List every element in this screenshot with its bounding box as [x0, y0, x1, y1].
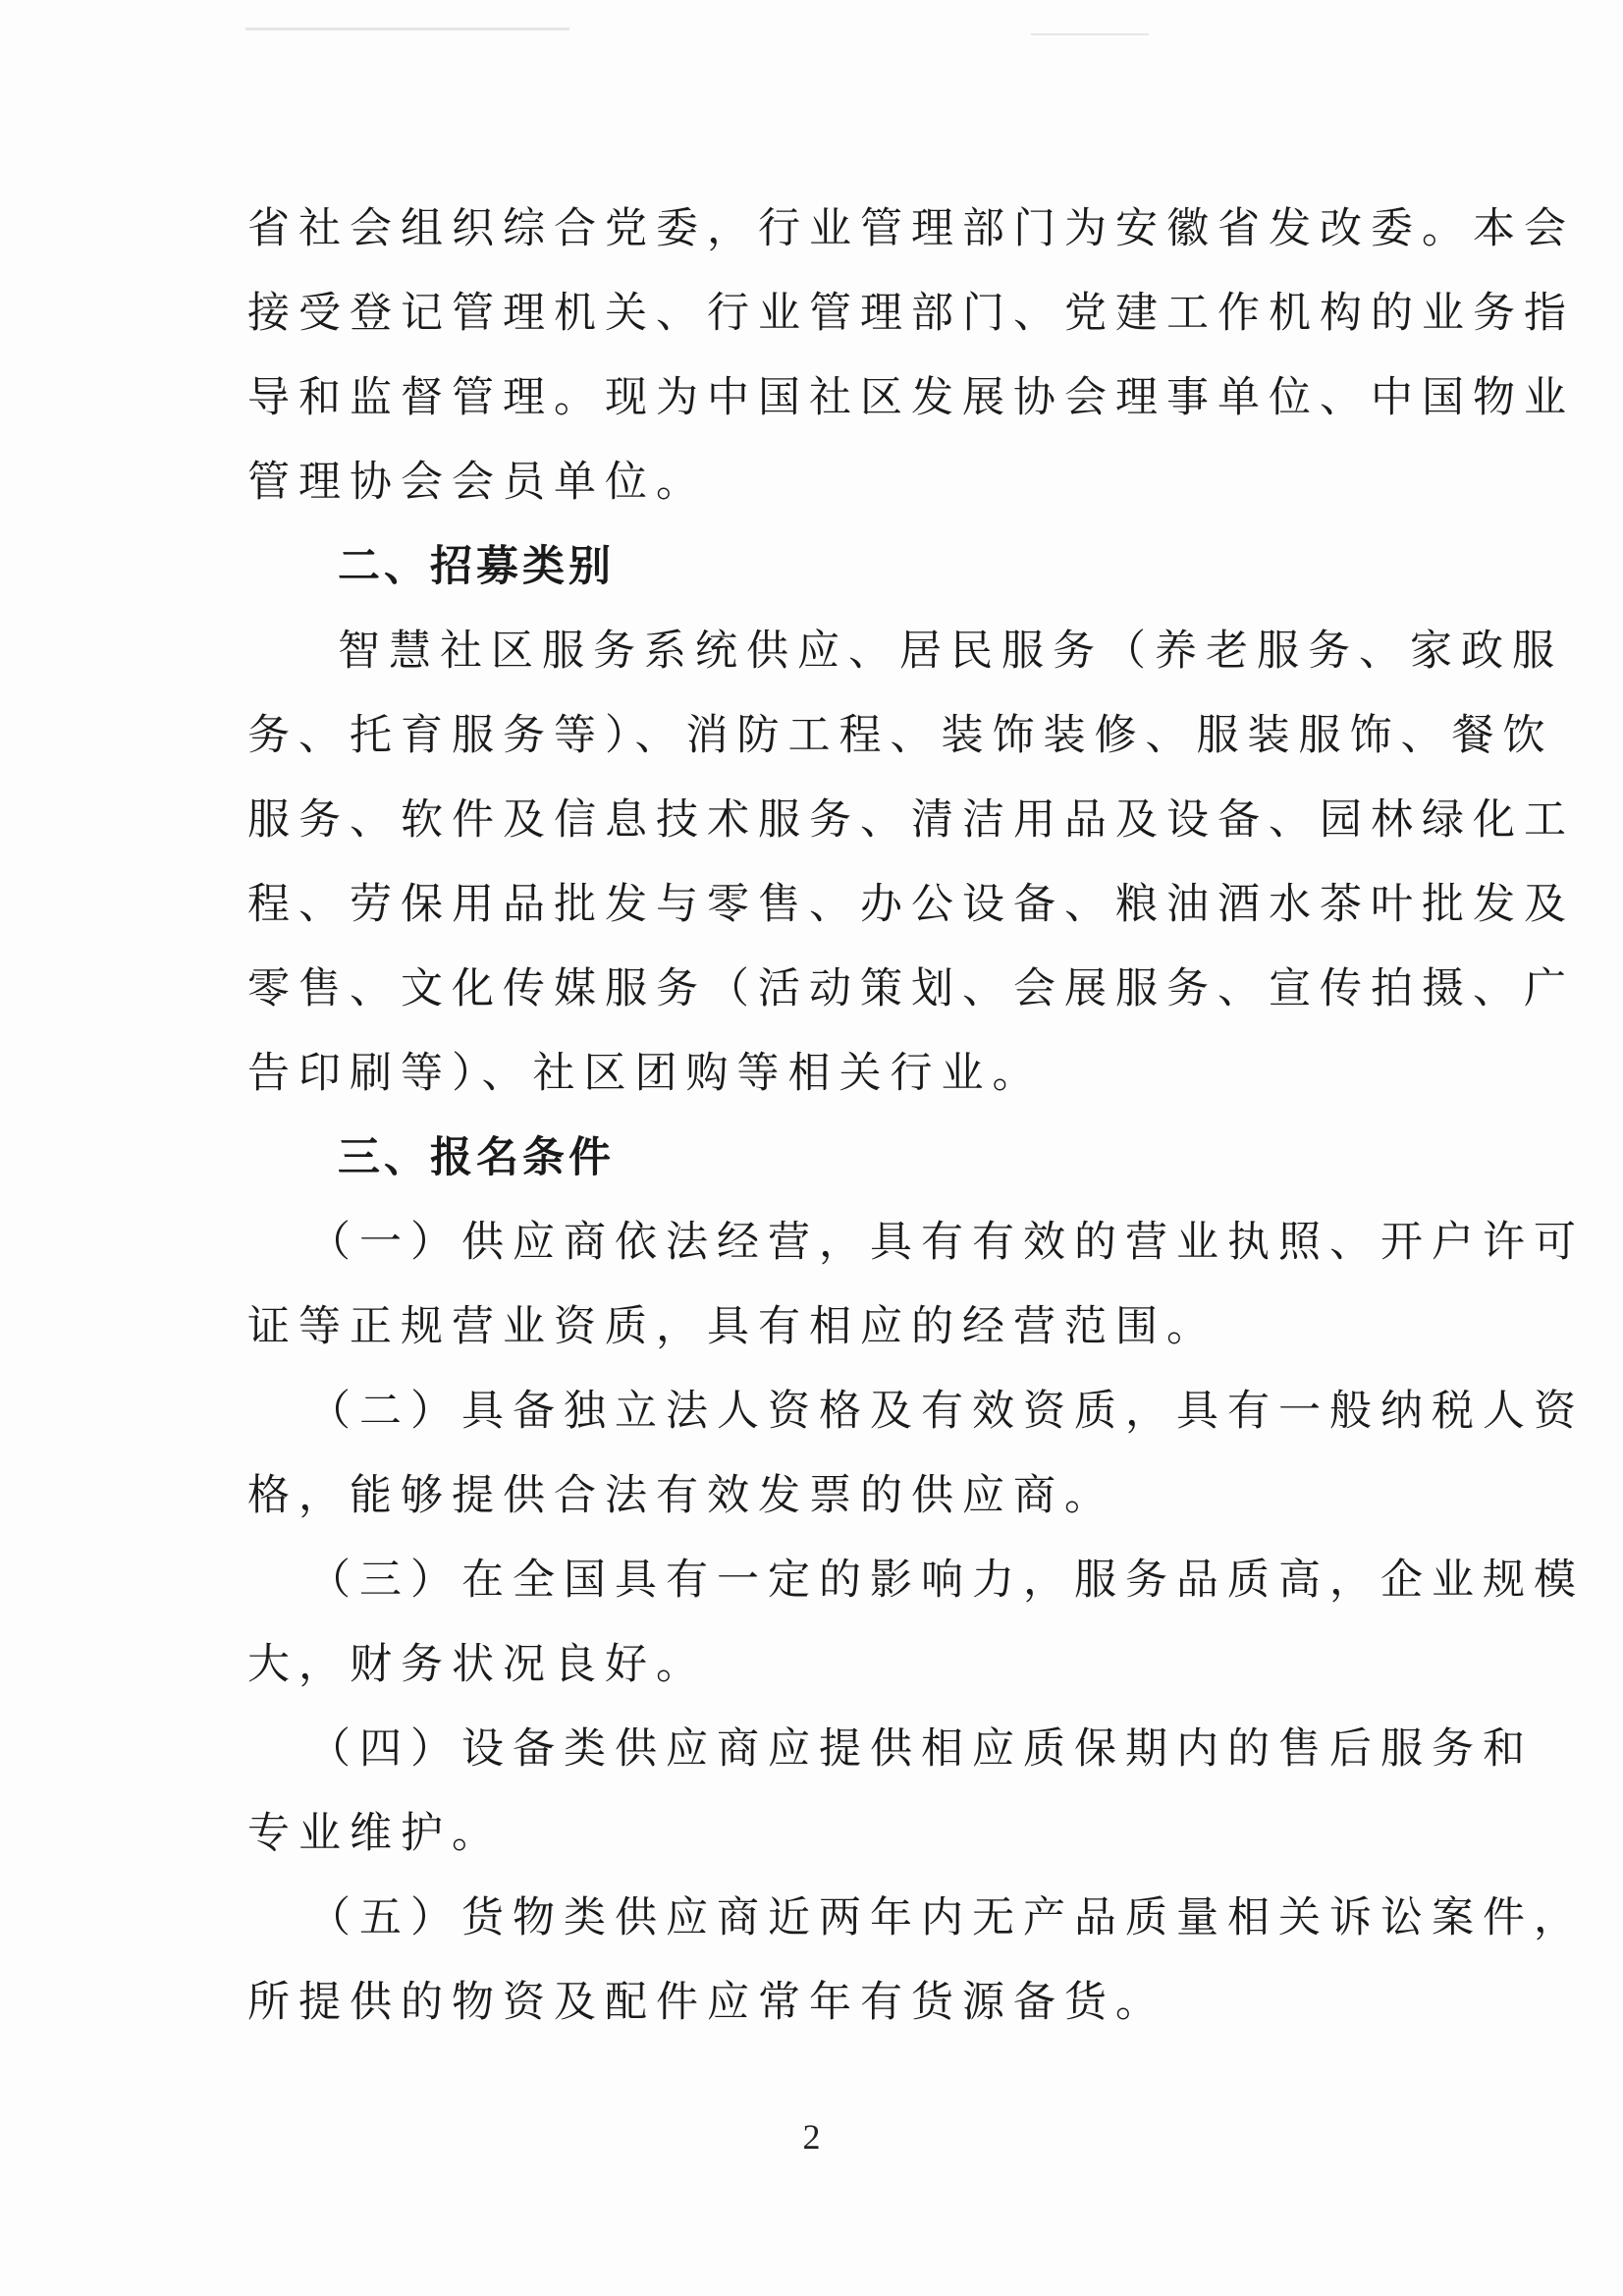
section2-line: 程、劳保用品批发与零售、办公设备、粮油酒水茶叶批发及: [247, 880, 1575, 929]
condition-item-1: [247, 1200, 1585, 1369]
intro-line: 省社会组织综合党委，行业管理部门为安徽省发改委。本会: [247, 204, 1575, 253]
condition-first-line: （三）在全国具有一定的影响力，服务品质高，企业规模: [308, 1556, 1585, 1605]
condition-continuation-line: 所提供的物资及配件应常年有货源备货。: [247, 1978, 1166, 2027]
condition-first-line: （一）供应商依法经营，具有有效的营业执照、开户许可: [308, 1218, 1585, 1267]
section2-line: 告印刷等）、社区团购等相关行业。: [247, 1049, 1044, 1098]
scan-mark-top: [245, 27, 569, 30]
section2-line: 智慧社区服务系统供应、居民服务（养老服务、家政服: [338, 627, 1563, 676]
condition-continuation-line: 大，财务状况良好。: [247, 1640, 707, 1689]
condition-continuation-line: 格，能够提供合法有效发票的供应商。: [247, 1471, 1115, 1520]
intro-line: 接受登记管理机关、行业管理部门、党建工作机构的业务指: [247, 289, 1575, 338]
section-heading-registration-conditions: 三、报名条件: [338, 1133, 615, 1182]
condition-continuation-line: 专业维护。: [247, 1809, 503, 1858]
condition-first-line: （五）货物类供应商近两年内无产品质量相关诉讼案件，: [308, 1893, 1585, 1942]
page-number: 2: [802, 2117, 821, 2157]
condition-item-4: [247, 1707, 1534, 1876]
condition-first-line: （二）具备独立法人资格及有效资质，具有一般纳税人资: [308, 1387, 1585, 1436]
document-body: [247, 187, 1585, 2045]
section-heading-recruitment-category: 二、招募类别: [338, 542, 615, 591]
scan-mark-top-short: [1031, 33, 1149, 35]
condition-first-line: （四）设备类供应商应提供相应质保期内的售后服务和: [308, 1724, 1534, 1774]
section2-line: 服务、软件及信息技术服务、清洁用品及设备、园林绿化工: [247, 795, 1575, 845]
condition-item-2: [247, 1369, 1585, 1538]
condition-item-3: [247, 1538, 1585, 1707]
condition-continuation-line: 证等正规营业资质，具有相应的经营范围。: [247, 1302, 1217, 1351]
intro-line: 管理协会会员单位。: [247, 458, 707, 507]
section2-line: 务、托育服务等）、消防工程、装饰装修、服装服饰、餐饮: [247, 711, 1554, 760]
intro-line: 导和监督管理。现为中国社区发展协会理事单位、中国物业: [247, 373, 1575, 422]
condition-item-5: [247, 1876, 1585, 2045]
section2-line: 零售、文化传媒服务（活动策划、会展服务、宣传拍摄、广: [247, 964, 1575, 1013]
